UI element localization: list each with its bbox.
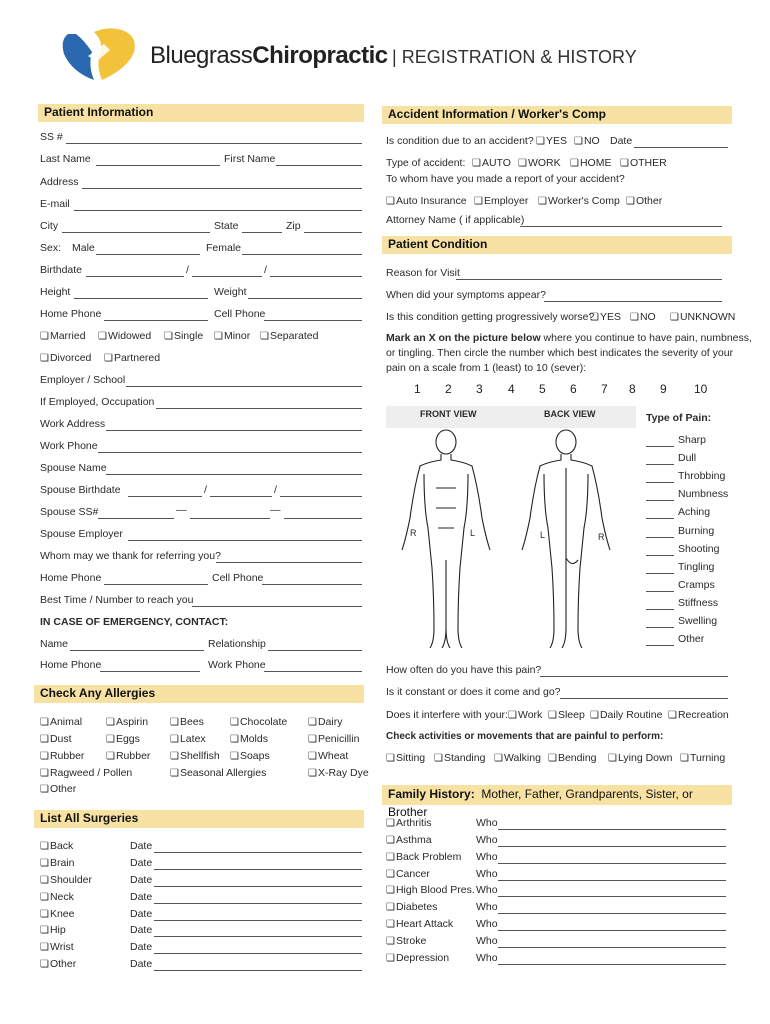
- spouse-ss-part3[interactable]: [284, 518, 362, 519]
- condition-header: Patient Condition: [382, 236, 732, 254]
- first-name-field[interactable]: [276, 165, 362, 166]
- dash: —: [270, 504, 281, 516]
- accident-date-label: Date: [610, 135, 633, 147]
- family-who-label: Who: [476, 817, 498, 829]
- surgery-date-label: Date: [130, 924, 153, 936]
- back-r-label: R: [598, 532, 605, 542]
- family-high-blood-pres-who-field[interactable]: [498, 896, 726, 897]
- report-workers-comp-checkbox[interactable]: ❏ Worker's Comp: [538, 195, 620, 207]
- birthdate-year[interactable]: [270, 276, 362, 277]
- separated-checkbox[interactable]: ❏ Separated: [260, 330, 318, 342]
- family-who-label: Who: [476, 918, 498, 930]
- surgery-brain-checkbox[interactable]: ❏ Brain: [40, 857, 74, 869]
- emergency-heading: IN CASE OF EMERGENCY, CONTACT:: [40, 616, 229, 628]
- pain-numbness-label: Numbness: [678, 488, 729, 501]
- pain-aching-label: Aching: [678, 506, 711, 519]
- relationship-field[interactable]: [268, 650, 362, 651]
- scale-4[interactable]: 4: [508, 382, 515, 396]
- married-checkbox[interactable]: ❏ Married: [40, 330, 86, 342]
- minor-checkbox[interactable]: ❏ Minor: [214, 330, 250, 342]
- pain-throbbing-field[interactable]: [646, 482, 674, 483]
- pain-frequency-field[interactable]: [540, 676, 728, 677]
- emergency-work-phone-label: Work Phone: [208, 659, 266, 671]
- logo-icon: [58, 26, 140, 82]
- symptoms-appear-field[interactable]: [544, 301, 722, 302]
- front-r-label: R: [410, 528, 417, 538]
- allergy-molds-checkbox[interactable]: ❏ Molds: [230, 733, 268, 745]
- family-stroke-checkbox[interactable]: ❏ Stroke: [386, 935, 426, 947]
- accident-header: Accident Information / Worker's Comp: [382, 106, 732, 124]
- family-who-label: Who: [476, 901, 498, 913]
- accident-date-field[interactable]: [634, 147, 728, 148]
- cell-phone-2-label: Cell Phone: [212, 572, 264, 584]
- allergy-ragweed-checkbox[interactable]: ❏ Ragweed / Pollen: [40, 767, 132, 779]
- pain-tingling-field[interactable]: [646, 573, 674, 574]
- interfere-routine-checkbox[interactable]: ❏ Daily Routine: [590, 709, 662, 721]
- widowed-checkbox[interactable]: ❏ Widowed: [98, 330, 151, 342]
- pain-shooting-field[interactable]: [646, 555, 674, 556]
- female-field[interactable]: [242, 254, 362, 255]
- allergy-bees-checkbox[interactable]: ❏ Bees: [170, 716, 204, 728]
- mark-instructions-3: pain on a scale from 1 (least) to 10 (sever):: [386, 362, 587, 374]
- family-heart-attack-checkbox[interactable]: ❏ Heart Attack: [386, 918, 453, 930]
- work-address-field[interactable]: [106, 430, 362, 431]
- surgery-back-date-field[interactable]: [154, 852, 362, 853]
- family-who-label: Who: [476, 851, 498, 863]
- city-field[interactable]: [62, 232, 210, 233]
- address-label: Address: [40, 176, 79, 188]
- address-field[interactable]: [82, 188, 362, 189]
- surgery-knee-checkbox[interactable]: ❏ Knee: [40, 908, 75, 920]
- zip-field[interactable]: [304, 232, 362, 233]
- front-l-label: L: [470, 528, 476, 538]
- allergy-eggs-checkbox[interactable]: ❏ Eggs: [106, 733, 140, 745]
- back-l-label: L: [540, 530, 546, 540]
- interfere-sleep-checkbox[interactable]: ❏ Sleep: [548, 709, 585, 721]
- mark-instructions-2: or tingling. Then circle the number which best indicates the severity of your: [386, 347, 734, 359]
- allergy-soaps-checkbox[interactable]: ❏ Soaps: [230, 750, 270, 762]
- worse-question: Is this condition getting progressively worse?: [386, 311, 595, 323]
- surgery-date-label: Date: [130, 874, 153, 886]
- allergy-animal-checkbox[interactable]: ❏ Animal: [40, 716, 82, 728]
- report-auto-insurance-checkbox[interactable]: ❏ Auto Insurance: [386, 195, 467, 207]
- mark-instructions: Mark an X on the picture below where you continue to have pain, numbness,: [386, 332, 752, 344]
- pain-sharp-field[interactable]: [646, 446, 674, 447]
- allergy-shellfish-checkbox[interactable]: ❏ Shellfish: [170, 750, 220, 762]
- spouse-ss-label: Spouse SS#: [40, 506, 99, 518]
- referral-label: Whom may we thank for referring you?: [40, 550, 221, 562]
- worse-unknown-checkbox[interactable]: ❏ UNKNOWN: [670, 311, 735, 323]
- allergy-xray-dye-checkbox[interactable]: ❏ X-Ray Dye: [308, 767, 369, 779]
- allergy-chocolate-checkbox[interactable]: ❏ Chocolate: [230, 716, 287, 728]
- relationship-label: Relationship: [208, 638, 266, 650]
- allergy-rubber-2-checkbox[interactable]: ❏ Rubber: [106, 750, 150, 762]
- weight-label: Weight: [214, 286, 247, 298]
- pain-sharp-label: Sharp: [678, 434, 707, 446]
- scale-7[interactable]: 7: [601, 382, 608, 396]
- employer-label: Employer / School: [40, 374, 126, 386]
- family-who-label: Who: [476, 834, 498, 846]
- symptoms-appear-label: When did your symptoms appear?: [386, 289, 546, 301]
- scale-5[interactable]: 5: [539, 382, 546, 396]
- surgery-date-label: Date: [130, 958, 153, 970]
- slash: /: [186, 264, 189, 276]
- family-who-label: Who: [476, 935, 498, 947]
- report-question: To whom have you made a report of your accident?: [386, 173, 625, 185]
- surgeries-header: List All Surgeries: [34, 810, 364, 828]
- surgery-date-label: Date: [130, 941, 153, 953]
- accident-no-checkbox[interactable]: ❏ NO: [574, 135, 600, 147]
- male-field[interactable]: [96, 254, 200, 255]
- spouse-employer-field[interactable]: [128, 540, 362, 541]
- family-back-problem-who-field[interactable]: [498, 863, 726, 864]
- activity-standing-checkbox[interactable]: ❏ Standing: [434, 752, 485, 764]
- spouse-employer-label: Spouse Employer: [40, 528, 123, 540]
- scale-8[interactable]: 8: [629, 382, 636, 396]
- email-field[interactable]: [74, 210, 362, 211]
- allergy-penicillin-checkbox[interactable]: ❏ Penicillin: [308, 733, 359, 745]
- spouse-birthdate-month[interactable]: [128, 496, 202, 497]
- pain-other-label: Other: [678, 633, 705, 646]
- scale-2[interactable]: 2: [445, 382, 452, 396]
- pain-swelling-label: Swelling: [678, 615, 718, 627]
- family-asthma-checkbox[interactable]: ❏ Asthma: [386, 834, 432, 846]
- sex-label: Sex:: [40, 242, 62, 254]
- accident-work-checkbox[interactable]: ❏ WORK: [518, 157, 561, 169]
- weight-field[interactable]: [248, 298, 362, 299]
- family-who-label: Who: [476, 868, 498, 880]
- emergency-work-phone-field[interactable]: [264, 671, 362, 672]
- accident-auto-checkbox[interactable]: ❏ AUTO: [472, 157, 511, 169]
- scale-9[interactable]: 9: [660, 382, 667, 396]
- emergency-name-field[interactable]: [70, 650, 204, 651]
- surgery-shoulder-date-field[interactable]: [154, 886, 362, 887]
- surgery-wrist-checkbox[interactable]: ❏ Wrist: [40, 941, 74, 953]
- spouse-birthdate-day[interactable]: [210, 496, 272, 497]
- worse-yes-checkbox[interactable]: ❏ YES: [590, 311, 621, 323]
- interfere-label: Does it interfere with your:: [386, 709, 508, 721]
- pain-tingling-label: Tingling: [678, 560, 715, 573]
- activity-turning-checkbox[interactable]: ❏ Turning: [680, 752, 725, 764]
- family-asthma-who-field[interactable]: [498, 846, 726, 847]
- attorney-field[interactable]: [520, 226, 722, 227]
- height-label: Height: [40, 286, 71, 298]
- pain-shooting-label: Shooting: [678, 542, 720, 555]
- surgery-knee-date-field[interactable]: [154, 920, 362, 921]
- slash: /: [264, 264, 267, 276]
- surgery-brain-date-field[interactable]: [154, 869, 362, 870]
- surgery-shoulder-checkbox[interactable]: ❏ Shoulder: [40, 874, 92, 886]
- reason-label: Reason for Visit: [386, 267, 460, 279]
- family-high-blood-pres-checkbox[interactable]: ❏ High Blood Pres.: [386, 884, 475, 896]
- surgery-neck-date-field[interactable]: [154, 903, 362, 904]
- allergy-wheat-checkbox[interactable]: ❏ Wheat: [308, 750, 348, 762]
- pain-burning-field[interactable]: [646, 537, 674, 538]
- pain-constant-field[interactable]: [560, 698, 728, 699]
- family-depression-checkbox[interactable]: ❏ Depression: [386, 952, 449, 964]
- work-phone-field[interactable]: [98, 452, 362, 453]
- work-phone-label: Work Phone: [40, 440, 98, 452]
- worse-no-checkbox[interactable]: ❏ NO: [630, 311, 656, 323]
- reason-field[interactable]: [456, 279, 722, 280]
- ss-label: SS #: [40, 131, 63, 143]
- female-label: Female: [206, 242, 242, 254]
- family-cancer-checkbox[interactable]: ❏ Cancer: [386, 868, 430, 880]
- activity-lying-down-checkbox[interactable]: ❏ Lying Down: [608, 752, 672, 764]
- spouse-birthdate-year[interactable]: [280, 496, 362, 497]
- surgery-date-label: Date: [130, 840, 153, 852]
- painful-activities-heading: Check activities or movements that are painful to perform:: [386, 731, 664, 742]
- pain-swelling-field[interactable]: [646, 627, 674, 628]
- scale-3[interactable]: 3: [476, 382, 483, 396]
- email-label: E-mail: [40, 198, 70, 210]
- first-name-label: First Name: [224, 153, 276, 165]
- family-back-problem-checkbox[interactable]: ❏ Back Problem: [386, 851, 461, 863]
- height-field[interactable]: [74, 298, 208, 299]
- report-employer-checkbox[interactable]: ❏ Employer: [474, 195, 528, 207]
- pain-dull-field[interactable]: [646, 464, 674, 465]
- family-diabetes-checkbox[interactable]: ❏ Diabetes: [386, 901, 437, 913]
- dash: —: [176, 504, 187, 516]
- allergy-other-checkbox[interactable]: ❏ Other: [40, 783, 76, 795]
- brand-name: BluegrassChiropractic: [150, 42, 388, 69]
- surgery-date-label: Date: [130, 857, 153, 869]
- family-heart-attack-who-field[interactable]: [498, 930, 726, 931]
- body-diagram[interactable]: [388, 428, 634, 658]
- referral-field[interactable]: [216, 562, 362, 563]
- report-other-checkbox[interactable]: ❏ Other: [626, 195, 662, 207]
- male-label: Male: [72, 242, 95, 254]
- pain-dull-label: Dull: [678, 452, 697, 465]
- best-time-label: Best Time / Number to reach you: [40, 594, 194, 606]
- spouse-name-label: Spouse Name: [40, 462, 107, 474]
- patient-info-header: Patient Information: [38, 104, 364, 122]
- home-phone-2-field[interactable]: [104, 584, 208, 585]
- accident-home-checkbox[interactable]: ❏ HOME: [570, 157, 611, 169]
- occupation-field[interactable]: [156, 408, 362, 409]
- pain-constant-label: Is it constant or does it come and go?: [386, 686, 561, 698]
- pain-stiffness-field[interactable]: [646, 609, 674, 610]
- allergy-seasonal-checkbox[interactable]: ❏ Seasonal Allergies: [170, 767, 266, 779]
- pain-burning-label: Burning: [678, 524, 715, 537]
- best-time-field[interactable]: [192, 606, 362, 607]
- pain-other-field[interactable]: [646, 645, 674, 646]
- accident-yes-checkbox[interactable]: ❏ YES: [536, 135, 567, 147]
- family-who-label: Who: [476, 884, 498, 896]
- family-who-label: Who: [476, 952, 498, 964]
- emergency-name-label: Name: [40, 638, 69, 650]
- accident-type-label: Type of accident:: [386, 157, 466, 169]
- family-arthritis-who-field[interactable]: [498, 829, 726, 830]
- cell-phone-field[interactable]: [264, 320, 362, 321]
- last-name-field[interactable]: [96, 165, 220, 166]
- activity-walking-checkbox[interactable]: ❏ Walking: [494, 752, 541, 764]
- zip-label: Zip: [286, 220, 301, 232]
- emergency-home-phone-field[interactable]: [100, 671, 200, 672]
- last-name-label: Last Name: [40, 153, 91, 165]
- emergency-home-phone-label: Home Phone: [40, 659, 102, 671]
- family-history-subtitle: Mother, Father, Grandparents, Sister, or Brother: [388, 787, 693, 819]
- single-checkbox[interactable]: ❏ Single: [164, 330, 203, 342]
- ss-field[interactable]: [66, 143, 362, 144]
- pain-frequency-label: How often do you have this pain?: [386, 664, 542, 676]
- family-cancer-who-field[interactable]: [498, 880, 726, 881]
- state-label: State: [214, 220, 239, 232]
- interfere-recreation-checkbox[interactable]: ❏ Recreation: [668, 709, 729, 721]
- slash: /: [204, 484, 207, 496]
- pain-numbness-field[interactable]: [646, 500, 674, 501]
- surgery-neck-checkbox[interactable]: ❏ Neck: [40, 891, 74, 903]
- family-arthritis-checkbox[interactable]: ❏ Arthritis: [386, 817, 432, 829]
- slash: /: [274, 484, 277, 496]
- surgery-hip-checkbox[interactable]: ❏ Hip: [40, 924, 66, 936]
- family-stroke-who-field[interactable]: [498, 947, 726, 948]
- birthdate-day[interactable]: [192, 276, 262, 277]
- scale-10[interactable]: 10: [694, 382, 708, 396]
- surgery-wrist-date-field[interactable]: [154, 953, 362, 954]
- allergy-dairy-checkbox[interactable]: ❏ Dairy: [308, 716, 342, 728]
- spouse-ss-part1[interactable]: [98, 518, 174, 519]
- family-history-header: [382, 785, 732, 819]
- family-history-title: Family History:: [388, 787, 475, 801]
- pain-throbbing-label: Throbbing: [678, 470, 726, 483]
- pain-cramps-field[interactable]: [646, 591, 674, 592]
- surgery-back-checkbox[interactable]: ❏ Back: [40, 840, 73, 852]
- surgery-hip-date-field[interactable]: [154, 936, 362, 937]
- pain-cramps-label: Cramps: [678, 578, 715, 591]
- birthdate-label: Birthdate: [40, 264, 83, 276]
- activity-bending-checkbox[interactable]: ❏ Bending: [548, 752, 597, 764]
- occupation-label: If Employed, Occupation: [40, 396, 155, 408]
- family-diabetes-who-field[interactable]: [498, 913, 726, 914]
- surgery-date-label: Date: [130, 908, 153, 920]
- allergies-header: Check Any Allergies: [34, 685, 364, 703]
- allergy-dust-checkbox[interactable]: ❏ Dust: [40, 733, 72, 745]
- work-address-label: Work Address: [40, 418, 106, 430]
- attorney-label: Attorney Name ( if applicable): [386, 214, 525, 226]
- city-label: City: [40, 220, 59, 232]
- pain-stiffness-label: Stiffness: [678, 596, 719, 609]
- cell-phone-2-field[interactable]: [262, 584, 362, 585]
- accident-other-checkbox[interactable]: ❏ OTHER: [620, 157, 667, 169]
- employer-field[interactable]: [126, 386, 362, 387]
- back-view-label: BACK VIEW: [544, 409, 596, 419]
- scale-6[interactable]: 6: [570, 382, 577, 396]
- scale-1[interactable]: 1: [414, 382, 421, 396]
- document-title: | REGISTRATION & HISTORY: [392, 47, 637, 67]
- partnered-checkbox[interactable]: ❏ Partnered: [104, 352, 160, 364]
- pain-type-heading: Type of Pain:: [646, 412, 712, 424]
- surgery-other-checkbox[interactable]: ❏ Other: [40, 958, 76, 970]
- accident-question: Is condition due to an accident?: [386, 135, 534, 147]
- home-phone-field[interactable]: [104, 320, 208, 321]
- birthdate-month[interactable]: [86, 276, 184, 277]
- spouse-birthdate-label: Spouse Birthdate: [40, 484, 121, 496]
- home-phone-2-label: Home Phone: [40, 572, 102, 584]
- interfere-work-checkbox[interactable]: ❏ Work: [508, 709, 542, 721]
- surgery-other-date-field[interactable]: [154, 970, 362, 971]
- front-view-label: FRONT VIEW: [420, 409, 477, 419]
- state-field[interactable]: [242, 232, 282, 233]
- family-depression-who-field[interactable]: [498, 964, 726, 965]
- surgery-date-label: Date: [130, 891, 153, 903]
- allergy-rubber-checkbox[interactable]: ❏ Rubber: [40, 750, 84, 762]
- pain-aching-field[interactable]: [646, 518, 674, 519]
- allergy-latex-checkbox[interactable]: ❏ Latex: [170, 733, 206, 745]
- divorced-checkbox[interactable]: ❏ Divorced: [40, 352, 91, 364]
- home-phone-label: Home Phone: [40, 308, 102, 320]
- activity-sitting-checkbox[interactable]: ❏ Sitting: [386, 752, 425, 764]
- spouse-name-field[interactable]: [106, 474, 362, 475]
- spouse-ss-part2[interactable]: [190, 518, 270, 519]
- cell-phone-label: Cell Phone: [214, 308, 266, 320]
- allergy-aspirin-checkbox[interactable]: ❏ Aspirin: [106, 716, 148, 728]
